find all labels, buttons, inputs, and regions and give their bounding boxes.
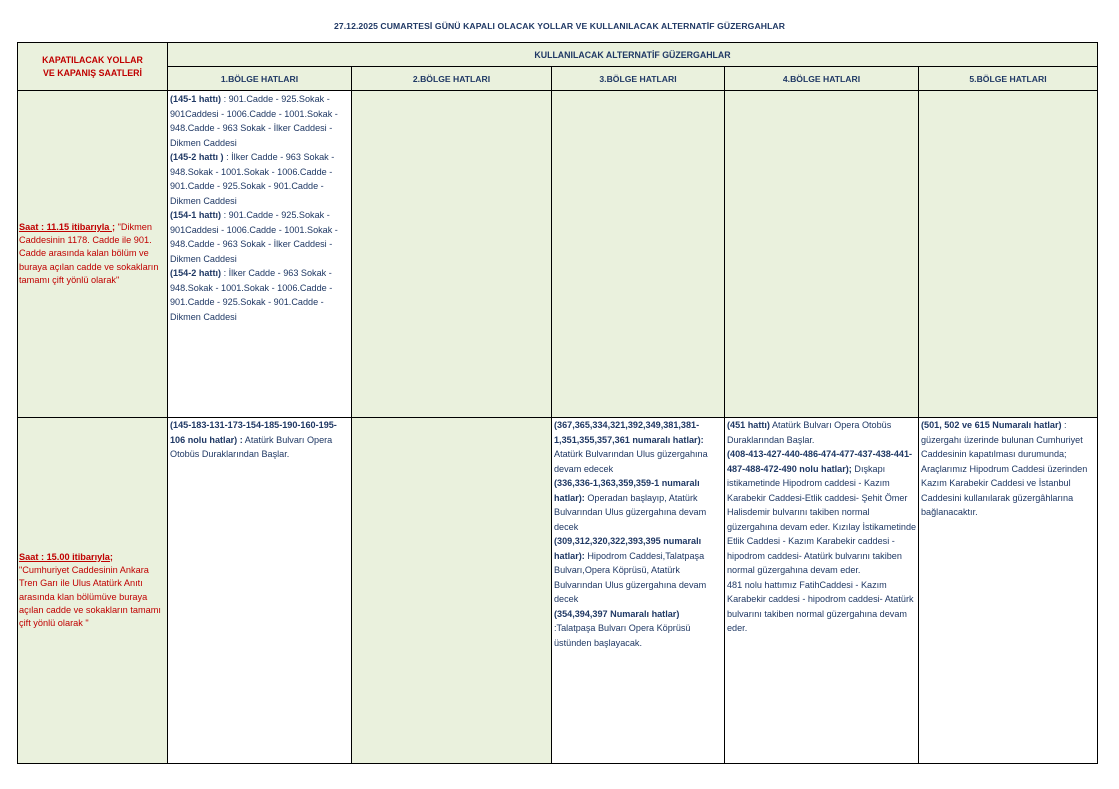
- route-description: Atatürk Bulvarından Ulus güzergahına devam edecek: [554, 449, 708, 474]
- route-entry: [727, 447, 917, 578]
- route-entry: [554, 418, 723, 476]
- route-description: Atatürk Bulvarı Opera Otobüs Duraklarından Başlar.: [727, 420, 892, 445]
- route-entry: [727, 578, 917, 636]
- route-entry: [170, 418, 350, 462]
- route-line-label: (501, 502 ve 615 Numaralı hatlar): [921, 420, 1062, 430]
- route-description: Hipodrom Caddesi,Talatpaşa Bulvarı,Opera Köprüsü, Atatürk Bulvarından Ulus güzergahına devam decek: [554, 550, 707, 604]
- region-cell: [725, 418, 919, 764]
- region-cell: [725, 91, 919, 418]
- alternative-routes-header: KULLANILACAK ALTERNATİF GÜZERGAHLAR: [168, 43, 1098, 67]
- closure-cell-2: [18, 418, 168, 764]
- route-entry: [170, 266, 350, 324]
- closure-description: "Cumhuriyet Caddesinin Ankara Tren Garı ile Ulus Atatürk Anıtı arasında klan bölümüve buraya açılan cadde ve sokakların tamamı çift yönlü olarak ": [19, 564, 161, 629]
- region-3-header: 3.BÖLGE HATLARI: [552, 67, 725, 91]
- route-line-label: (145-1 hattı): [170, 94, 222, 104]
- route-entry: [170, 92, 350, 150]
- region-cell: [552, 91, 725, 418]
- region-cell: [919, 91, 1098, 418]
- region-4-header: 4.BÖLGE HATLARI: [725, 67, 919, 91]
- route-description: Operadan başlayıp, Atatürk Bulvarından Ulus güzergahına devam decek: [554, 492, 707, 532]
- document-title: 27.12.2025 CUMARTESİ GÜNÜ KAPALI OLACAK YOLLAR VE KULLANILACAK ALTERNATİF GÜZERGAHLAR: [333, 21, 786, 31]
- table-row: [18, 91, 1098, 418]
- route-entry: [170, 208, 350, 266]
- route-line-label: (354,394,397 Numaralı hatlar): [554, 608, 680, 619]
- left-header-line-1: KAPATILACAK YOLLAR: [42, 54, 143, 65]
- route-line-label: (309,312,320,322,393,395 numaralı hatlar):: [554, 536, 702, 561]
- region-cell: [919, 418, 1098, 764]
- left-header-line-2: VE KAPANIŞ SAATLERİ: [43, 67, 142, 78]
- route-entry: [554, 476, 723, 534]
- route-description: : 901.Cadde - 925.Sokak - 901Caddesi - 1006.Cadde - 1001.Sokak - 948.Cadde - 963 Sokak - İlker Caddesi - Dikmen Caddesi: [170, 210, 338, 264]
- route-description: 481 nolu hattımız FatihCaddesi - Kazım Karabekir caddesi - hipodrom caddesi- Atatürk bulvarını takiben normal güzergahına devam eder.: [727, 579, 914, 633]
- closure-table: [17, 42, 1098, 764]
- route-description: : güzergahı üzerinde bulunan Cumhuriyet Caddesinin kapatılması durumunda; Araçlarımız Hipodrum Caddesi üzerinden Kazım Karabekir Caddesi ve İstanbul Caddesini kullanılarak güzergâhlarına bağlanacaktır.: [921, 420, 1088, 517]
- closure-description: "Dikmen Caddesinin 1178. Cadde ile 901. Cadde arasında kalan bölüm ve buraya açılan cadde ve sokakların tamamı çift yönlü olarak": [19, 221, 159, 285]
- region-cell: [352, 418, 552, 764]
- region-5-header: 5.BÖLGE HATLARI: [919, 67, 1098, 91]
- route-line-label: (145-183-131-173-154-185-190-160-195-106 nolu hatlar) :: [170, 420, 337, 445]
- route-entry: [170, 150, 350, 208]
- route-line-label: (408-413-427-440-486-474-477-437-438-441-487-488-472-490 nolu hatlar);: [727, 449, 913, 474]
- region-cell: [168, 91, 352, 418]
- route-line-label: (336,336-1,363,359,359-1 numaralı hatlar):: [554, 478, 700, 503]
- route-description: Dışkapı istikametinde Hipodrom caddesi - Kazım Karabekir Caddesi-Etlik caddesi- Şehit Ömer Halisdemir bulvarını takiben normal güzergahına devam eder. Kızılay İstikametinde Etlik Caddesi - Kazım Karabekir caddesi - hipodrom caddesi- Atatürk bulvarını takiben normal güzergahına devam eder.: [727, 463, 917, 575]
- closure-time: Saat : 11.15 itibarıyla ;: [19, 221, 116, 232]
- region-cell: [352, 91, 552, 418]
- route-line-label: (154-2 hattı): [170, 268, 222, 278]
- closure-cell-1: [18, 91, 168, 418]
- route-entry: [921, 418, 1096, 520]
- region-1-header: 1.BÖLGE HATLARI: [168, 67, 352, 91]
- region-cell: [552, 418, 725, 764]
- route-description: :Talatpaşa Bulvarı Opera Köprüsü üstünden başlayacak.: [554, 623, 691, 648]
- region-2-header: 2.BÖLGE HATLARI: [352, 67, 552, 91]
- route-description: : İlker Cadde - 963 Sokak - 948.Sokak - 1001.Sokak - 1006.Cadde - 901.Cadde - 925.Sokak - 901.Cadde - Dikmen Caddesi: [170, 152, 335, 206]
- route-line-label: (145-2 hattı ): [170, 152, 224, 162]
- route-line-label: (154-1 hattı): [170, 210, 222, 220]
- route-description: : İlker Cadde - 963 Sokak - 948.Sokak - 1001.Sokak - 1006.Cadde - 901.Cadde - 925.Sokak - 901.Cadde - Dikmen Caddesi: [170, 268, 333, 322]
- route-entry: [727, 418, 917, 447]
- route-description: Atatürk Bulvarı Opera Otobüs Duraklarından Başlar.: [170, 434, 333, 459]
- route-description: : 901.Cadde - 925.Sokak - 901Caddesi - 1006.Cadde - 1001.Sokak - 948.Cadde - 963 Sokak - İlker Caddesi - Dikmen Caddesi: [170, 94, 338, 148]
- closure-time: Saat : 15.00 itibarıyla;: [19, 551, 113, 562]
- route-entry: [554, 607, 723, 651]
- left-column-header: [18, 43, 168, 91]
- route-line-label: (451 hattı): [727, 420, 770, 430]
- region-cell: [168, 418, 352, 764]
- route-entry: [554, 534, 723, 607]
- route-line-label: (367,365,334,321,392,349,381,381-1,351,355,357,361 numaralı hatlar):: [554, 420, 704, 445]
- table-row: [18, 418, 1098, 764]
